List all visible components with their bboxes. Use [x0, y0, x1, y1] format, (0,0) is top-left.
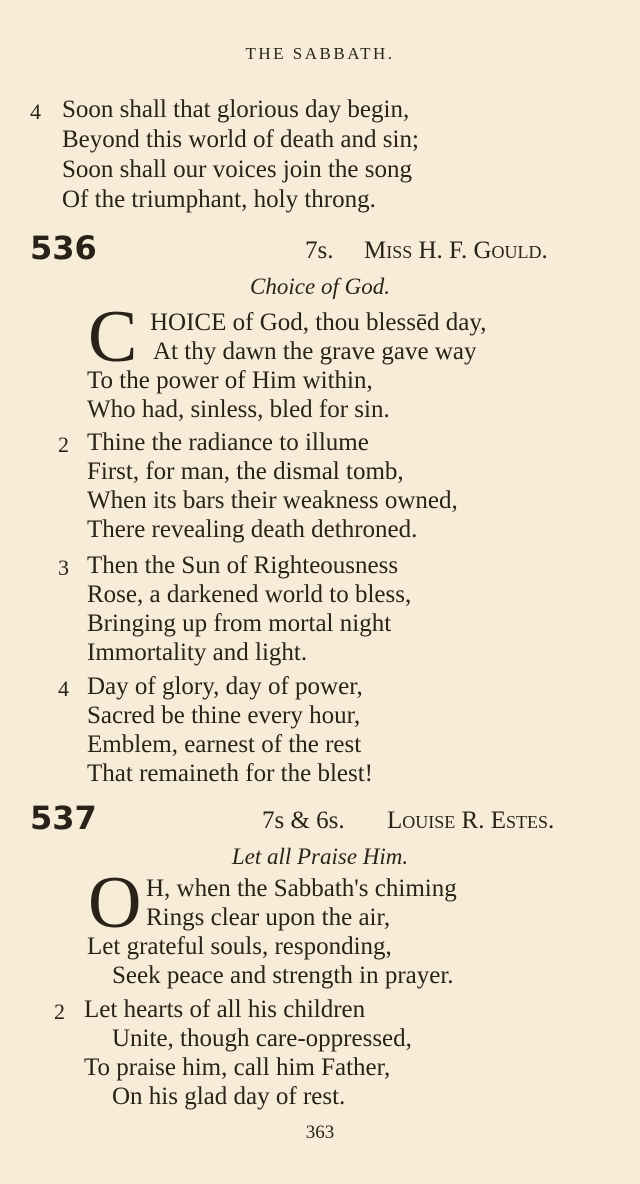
verse-number: 4 — [58, 676, 69, 701]
verse-line: There revealing death dethroned. — [87, 516, 418, 543]
verse-line: First, for man, the dismal tomb, — [87, 458, 404, 485]
hymn-meter: 7s. — [305, 237, 334, 264]
verse-line: Of the triumphant, holy throng. — [62, 186, 376, 213]
hymn-author: Louise R. Estes. — [387, 807, 555, 834]
verse-line: Then the Sun of Righteousness — [87, 552, 399, 579]
verse-line: Thine the radiance to illume — [87, 429, 369, 456]
running-head: THE SABBATH. — [245, 44, 395, 63]
verse-line: To praise him, call him Father, — [84, 1054, 391, 1081]
verse-number: 2 — [58, 432, 69, 457]
verse-line: Sacred be thine every hour, — [87, 702, 361, 729]
verse-number: 4 — [30, 99, 41, 124]
hymn-number: 537 — [30, 799, 97, 837]
hymn-meter: 7s & 6s. — [262, 807, 345, 834]
verse-line: Let grateful souls, responding, — [87, 933, 392, 960]
verse-line: Beyond this world of death and sin; — [62, 126, 419, 153]
verse-line: Soon shall that glorious day begin, — [62, 96, 410, 123]
verse-line: Who had, sinless, bled for sin. — [87, 396, 390, 423]
verse-line: Let hearts of all his children — [84, 996, 366, 1023]
verse-line: Rose, a darkened world to bless, — [87, 581, 412, 608]
verse-line: On his glad day of rest. — [112, 1083, 346, 1110]
hymn-title: Let all Praise Him. — [231, 844, 409, 869]
verse-line: HOICE of God, thou blessēd day, — [150, 309, 487, 336]
verse-number: 3 — [58, 555, 69, 580]
verse-line: Emblem, earnest of the rest — [87, 731, 362, 758]
drop-cap: C — [88, 296, 138, 378]
page-number: 363 — [305, 1122, 335, 1143]
verse-number: 2 — [54, 999, 65, 1024]
hymn-author: Miss H. F. Gould. — [364, 237, 548, 264]
verse-line: Seek peace and strength in prayer. — [112, 962, 454, 989]
verse-line: Rings clear upon the air, — [146, 904, 391, 931]
hymn-title: Choice of God. — [250, 274, 390, 299]
verse-line: To the power of Him within, — [87, 367, 373, 394]
verse-line: Bringing up from mortal night — [87, 610, 392, 637]
verse-line: Soon shall our voices join the song — [62, 156, 412, 183]
verse-line: Day of glory, day of power, — [87, 673, 363, 700]
verse-line: H, when the Sabbath's chiming — [146, 875, 457, 902]
verse-line: Immortality and light. — [87, 639, 308, 666]
verse-line: Unite, though care-oppressed, — [112, 1025, 412, 1052]
hymn-number: 536 — [30, 229, 97, 267]
verse-line: When its bars their weakness owned, — [87, 487, 458, 514]
drop-cap: O — [88, 862, 142, 944]
verse-line: At thy dawn the grave gave way — [153, 338, 477, 365]
verse-line: That remaineth for the blest! — [87, 760, 373, 787]
